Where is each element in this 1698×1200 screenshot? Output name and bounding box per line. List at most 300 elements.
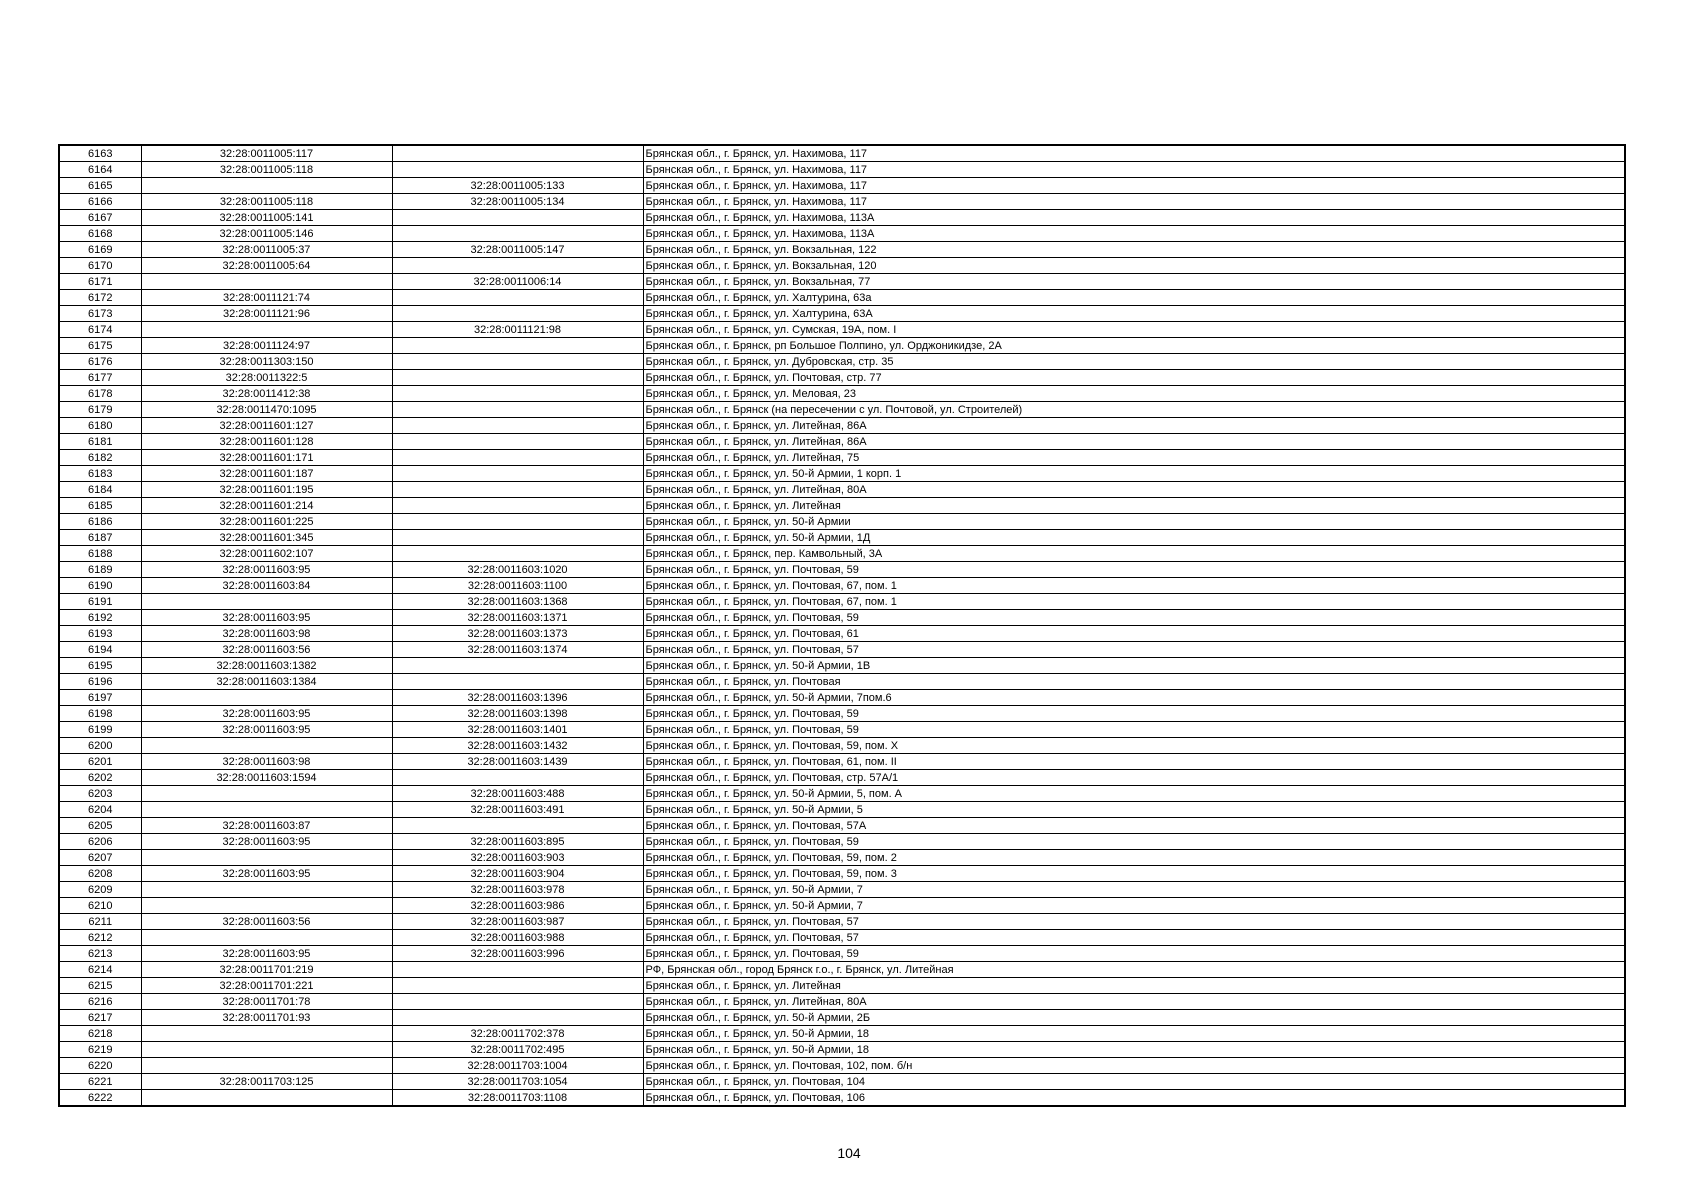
row-number-cell: 6205 <box>59 818 141 834</box>
row-number-cell: 6179 <box>59 402 141 418</box>
related-cadastral-number-cell: 32:28:0011603:904 <box>392 866 643 882</box>
related-cadastral-number-cell: 32:28:0011005:134 <box>392 194 643 210</box>
row-number-cell: 6174 <box>59 322 141 338</box>
address-cell: Брянская обл., г. Брянск, ул. Меловая, 23 <box>643 386 1625 402</box>
table-row <box>59 162 1625 178</box>
row-number-cell: 6192 <box>59 610 141 626</box>
cadastral-number-cell: 32:28:0011602:107 <box>141 546 392 562</box>
table-row <box>59 258 1625 274</box>
row-number-cell: 6222 <box>59 1090 141 1107</box>
address-cell: Брянская обл., г. Брянск, ул. 50-й Армии, 1Д <box>643 530 1625 546</box>
related-cadastral-number-cell <box>392 482 643 498</box>
address-cell: Брянская обл., г. Брянск, пер. Камвольный, 3А <box>643 546 1625 562</box>
table-row <box>59 1026 1625 1042</box>
cadastral-number-cell: 32:28:0011601:195 <box>141 482 392 498</box>
cadastral-number-cell: 32:28:0011601:214 <box>141 498 392 514</box>
cadastral-number-cell <box>141 738 392 754</box>
related-cadastral-number-cell: 32:28:0011603:996 <box>392 946 643 962</box>
row-number-cell: 6218 <box>59 1026 141 1042</box>
table-row <box>59 802 1625 818</box>
cadastral-number-cell: 32:28:0011701:219 <box>141 962 392 978</box>
address-cell: Брянская обл., г. Брянск, ул. Нахимова, 113А <box>643 210 1625 226</box>
address-cell: Брянская обл., г. Брянск, ул. 50-й Армии <box>643 514 1625 530</box>
row-number-cell: 6208 <box>59 866 141 882</box>
address-cell: Брянская обл., г. Брянск, ул. Литейная, 75 <box>643 450 1625 466</box>
table-row <box>59 562 1625 578</box>
cadastral-number-cell <box>141 1026 392 1042</box>
related-cadastral-number-cell: 32:28:0011603:1401 <box>392 722 643 738</box>
address-cell: Брянская обл., г. Брянск, ул. 50-й Армии, 18 <box>643 1042 1625 1058</box>
address-cell: Брянская обл., г. Брянск, ул. Литейная, 80А <box>643 994 1625 1010</box>
table-row <box>59 1058 1625 1074</box>
cadastral-number-cell: 32:28:0011603:1382 <box>141 658 392 674</box>
table-row <box>59 530 1625 546</box>
address-cell: Брянская обл., г. Брянск, ул. Почтовая, 104 <box>643 1074 1625 1090</box>
table-row <box>59 178 1625 194</box>
related-cadastral-number-cell: 32:28:0011603:491 <box>392 802 643 818</box>
cadastral-number-cell: 32:28:0011005:141 <box>141 210 392 226</box>
row-number-cell: 6193 <box>59 626 141 642</box>
address-cell: Брянская обл., г. Брянск, ул. Почтовая, стр. 77 <box>643 370 1625 386</box>
related-cadastral-number-cell <box>392 978 643 994</box>
table-row <box>59 418 1625 434</box>
cadastral-number-cell <box>141 882 392 898</box>
address-cell: Брянская обл., г. Брянск, ул. Почтовая, 59 <box>643 562 1625 578</box>
cadastral-number-cell: 32:28:0011701:93 <box>141 1010 392 1026</box>
related-cadastral-number-cell: 32:28:0011603:1100 <box>392 578 643 594</box>
row-number-cell: 6187 <box>59 530 141 546</box>
table-row <box>59 754 1625 770</box>
table-row <box>59 1010 1625 1026</box>
related-cadastral-number-cell: 32:28:0011603:488 <box>392 786 643 802</box>
table-row <box>59 738 1625 754</box>
related-cadastral-number-cell <box>392 370 643 386</box>
related-cadastral-number-cell: 32:28:0011603:903 <box>392 850 643 866</box>
related-cadastral-number-cell <box>392 466 643 482</box>
table-row <box>59 242 1625 258</box>
related-cadastral-number-cell <box>392 994 643 1010</box>
cadastral-number-cell <box>141 930 392 946</box>
table-row <box>59 434 1625 450</box>
row-number-cell: 6180 <box>59 418 141 434</box>
related-cadastral-number-cell: 32:28:0011603:895 <box>392 834 643 850</box>
address-cell: Брянская обл., г. Брянск, ул. Литейная, 86А <box>643 434 1625 450</box>
address-cell: Брянская обл., г. Брянск, ул. Халтурина, 63А <box>643 306 1625 322</box>
row-number-cell: 6201 <box>59 754 141 770</box>
table-row <box>59 994 1625 1010</box>
related-cadastral-number-cell <box>392 546 643 562</box>
table-row <box>59 194 1625 210</box>
related-cadastral-number-cell: 32:28:0011703:1004 <box>392 1058 643 1074</box>
address-cell: Брянская обл., г. Брянск, ул. Почтовая, 59 <box>643 834 1625 850</box>
cadastral-number-cell <box>141 1042 392 1058</box>
related-cadastral-number-cell <box>392 530 643 546</box>
row-number-cell: 6163 <box>59 145 141 162</box>
cadastral-number-cell <box>141 850 392 866</box>
address-cell: Брянская обл., г. Брянск, ул. Нахимова, 113А <box>643 226 1625 242</box>
cadastral-number-cell: 32:28:0011603:98 <box>141 754 392 770</box>
table-row <box>59 498 1625 514</box>
address-cell: Брянская обл., г. Брянск, ул. Халтурина, 63а <box>643 290 1625 306</box>
cadastral-number-cell: 32:28:0011603:95 <box>141 866 392 882</box>
table-row <box>59 402 1625 418</box>
row-number-cell: 6167 <box>59 210 141 226</box>
address-cell: Брянская обл., г. Брянск, ул. Вокзальная, 77 <box>643 274 1625 290</box>
row-number-cell: 6188 <box>59 546 141 562</box>
table-row <box>59 482 1625 498</box>
cadastral-number-cell: 32:28:0011121:96 <box>141 306 392 322</box>
related-cadastral-number-cell <box>392 145 643 162</box>
cadastral-number-cell: 32:28:0011412:38 <box>141 386 392 402</box>
table-row <box>59 914 1625 930</box>
cadastral-number-cell: 32:28:0011603:84 <box>141 578 392 594</box>
row-number-cell: 6164 <box>59 162 141 178</box>
row-number-cell: 6196 <box>59 674 141 690</box>
cadastral-number-cell: 32:28:0011603:95 <box>141 706 392 722</box>
related-cadastral-number-cell <box>392 162 643 178</box>
table-row <box>59 226 1625 242</box>
row-number-cell: 6175 <box>59 338 141 354</box>
address-cell: Брянская обл., г. Брянск, ул. 50-й Армии, 5 <box>643 802 1625 818</box>
related-cadastral-number-cell <box>392 450 643 466</box>
address-cell: Брянская обл., г. Брянск, ул. Почтовая, 59 <box>643 946 1625 962</box>
address-cell: Брянская обл., г. Брянск, ул. Почтовая, 67, пом. 1 <box>643 594 1625 610</box>
related-cadastral-number-cell <box>392 818 643 834</box>
cadastral-number-cell: 32:28:0011470:1095 <box>141 402 392 418</box>
cadastral-number-cell: 32:28:0011005:146 <box>141 226 392 242</box>
related-cadastral-number-cell <box>392 290 643 306</box>
address-cell: Брянская обл., г. Брянск, ул. Дубровская, стр. 35 <box>643 354 1625 370</box>
related-cadastral-number-cell <box>392 418 643 434</box>
cadastral-number-cell: 32:28:0011701:78 <box>141 994 392 1010</box>
cadastral-number-cell <box>141 802 392 818</box>
row-number-cell: 6189 <box>59 562 141 578</box>
row-number-cell: 6171 <box>59 274 141 290</box>
row-number-cell: 6181 <box>59 434 141 450</box>
cadastral-number-cell: 32:28:0011603:98 <box>141 626 392 642</box>
cadastral-number-cell: 32:28:0011601:127 <box>141 418 392 434</box>
address-cell: Брянская обл., г. Брянск, ул. Почтовая, 61 <box>643 626 1625 642</box>
row-number-cell: 6207 <box>59 850 141 866</box>
address-cell: Брянская обл., г. Брянск, ул. 50-й Армии, 7 <box>643 898 1625 914</box>
address-cell: Брянская обл., г. Брянск, ул. 50-й Армии, 2Б <box>643 1010 1625 1026</box>
row-number-cell: 6177 <box>59 370 141 386</box>
row-number-cell: 6215 <box>59 978 141 994</box>
related-cadastral-number-cell <box>392 498 643 514</box>
table-row <box>59 978 1625 994</box>
table-row <box>59 274 1625 290</box>
table-row <box>59 610 1625 626</box>
table-row <box>59 930 1625 946</box>
cadastral-number-cell: 32:28:0011005:118 <box>141 194 392 210</box>
table-body <box>59 145 1625 1106</box>
cadastral-number-cell <box>141 322 392 338</box>
table-row <box>59 850 1625 866</box>
related-cadastral-number-cell: 32:28:0011603:988 <box>392 930 643 946</box>
cadastral-number-cell: 32:28:0011603:56 <box>141 914 392 930</box>
cadastral-number-cell <box>141 898 392 914</box>
address-cell: Брянская обл., г. Брянск, ул. 50-й Армии, 1В <box>643 658 1625 674</box>
table-row <box>59 1090 1625 1107</box>
related-cadastral-number-cell: 32:28:0011703:1054 <box>392 1074 643 1090</box>
row-number-cell: 6198 <box>59 706 141 722</box>
table-row <box>59 626 1625 642</box>
row-number-cell: 6197 <box>59 690 141 706</box>
related-cadastral-number-cell <box>392 226 643 242</box>
related-cadastral-number-cell: 32:28:0011006:14 <box>392 274 643 290</box>
table-row <box>59 354 1625 370</box>
table-row <box>59 338 1625 354</box>
related-cadastral-number-cell <box>392 386 643 402</box>
row-number-cell: 6190 <box>59 578 141 594</box>
cadastral-number-cell <box>141 594 392 610</box>
cadastral-number-cell: 32:28:0011601:225 <box>141 514 392 530</box>
cadastral-number-cell: 32:28:0011603:95 <box>141 562 392 578</box>
row-number-cell: 6184 <box>59 482 141 498</box>
related-cadastral-number-cell <box>392 770 643 786</box>
related-cadastral-number-cell: 32:28:0011603:1371 <box>392 610 643 626</box>
address-cell: Брянская обл., г. Брянск, ул. Почтовая, 59 <box>643 722 1625 738</box>
address-cell: Брянская обл., г. Брянск, ул. Литейная <box>643 978 1625 994</box>
row-number-cell: 6172 <box>59 290 141 306</box>
row-number-cell: 6170 <box>59 258 141 274</box>
row-number-cell: 6199 <box>59 722 141 738</box>
related-cadastral-number-cell: 32:28:0011703:1108 <box>392 1090 643 1107</box>
address-cell: Брянская обл., г. Брянск, ул. Сумская, 19А, пом. I <box>643 322 1625 338</box>
row-number-cell: 6194 <box>59 642 141 658</box>
cadastral-number-cell: 32:28:0011601:171 <box>141 450 392 466</box>
cadastral-number-cell: 32:28:0011703:125 <box>141 1074 392 1090</box>
address-cell: Брянская обл., г. Брянск, ул. Вокзальная, 120 <box>643 258 1625 274</box>
cadastral-number-cell: 32:28:0011603:95 <box>141 834 392 850</box>
cadastral-number-cell: 32:28:0011603:95 <box>141 722 392 738</box>
cadastral-number-cell <box>141 274 392 290</box>
address-cell: Брянская обл., г. Брянск, ул. 50-й Армии, 1 корп. 1 <box>643 466 1625 482</box>
table-row <box>59 706 1625 722</box>
related-cadastral-number-cell: 32:28:0011603:986 <box>392 898 643 914</box>
cadastral-number-cell: 32:28:0011601:128 <box>141 434 392 450</box>
address-cell: Брянская обл., г. Брянск, ул. Почтовая, 57 <box>643 914 1625 930</box>
table-row <box>59 786 1625 802</box>
table-row <box>59 946 1625 962</box>
address-cell: Брянская обл., г. Брянск, ул. Вокзальная, 122 <box>643 242 1625 258</box>
related-cadastral-number-cell <box>392 210 643 226</box>
table-row <box>59 898 1625 914</box>
address-cell: Брянская обл., г. Брянск, ул. Нахимова, 117 <box>643 178 1625 194</box>
table-row <box>59 866 1625 882</box>
address-cell: Брянская обл., г. Брянск, ул. Почтовая, 61, пом. II <box>643 754 1625 770</box>
cadastral-number-cell: 32:28:0011701:221 <box>141 978 392 994</box>
address-cell: Брянская обл., г. Брянск, ул. Литейная, 86А <box>643 418 1625 434</box>
related-cadastral-number-cell <box>392 338 643 354</box>
address-cell: Брянская обл., г. Брянск, ул. Почтовая <box>643 674 1625 690</box>
row-number-cell: 6206 <box>59 834 141 850</box>
related-cadastral-number-cell <box>392 962 643 978</box>
related-cadastral-number-cell: 32:28:0011702:495 <box>392 1042 643 1058</box>
related-cadastral-number-cell: 32:28:0011005:133 <box>392 178 643 194</box>
table-row <box>59 658 1625 674</box>
row-number-cell: 6200 <box>59 738 141 754</box>
cadastral-number-cell: 32:28:0011601:187 <box>141 466 392 482</box>
table-row <box>59 882 1625 898</box>
table-row <box>59 962 1625 978</box>
related-cadastral-number-cell <box>392 354 643 370</box>
table-row <box>59 145 1625 162</box>
row-number-cell: 6217 <box>59 1010 141 1026</box>
page-number: 104 <box>837 1145 861 1161</box>
cadastral-number-cell: 32:28:0011005:37 <box>141 242 392 258</box>
table-row <box>59 290 1625 306</box>
table-row <box>59 834 1625 850</box>
table-row <box>59 1074 1625 1090</box>
related-cadastral-number-cell: 32:28:0011121:98 <box>392 322 643 338</box>
cadastral-number-cell: 32:28:0011005:117 <box>141 145 392 162</box>
row-number-cell: 6165 <box>59 178 141 194</box>
row-number-cell: 6214 <box>59 962 141 978</box>
related-cadastral-number-cell: 32:28:0011603:1396 <box>392 690 643 706</box>
row-number-cell: 6202 <box>59 770 141 786</box>
cadastral-number-cell: 32:28:0011601:345 <box>141 530 392 546</box>
row-number-cell: 6186 <box>59 514 141 530</box>
table-row <box>59 546 1625 562</box>
related-cadastral-number-cell: 32:28:0011603:1020 <box>392 562 643 578</box>
cadastral-number-cell: 32:28:0011603:95 <box>141 946 392 962</box>
row-number-cell: 6216 <box>59 994 141 1010</box>
address-cell: Брянская обл., г. Брянск, ул. Почтовая, 106 <box>643 1090 1625 1107</box>
related-cadastral-number-cell <box>392 434 643 450</box>
table-row <box>59 642 1625 658</box>
table-row <box>59 722 1625 738</box>
cadastral-number-cell: 32:28:0011303:150 <box>141 354 392 370</box>
row-number-cell: 6219 <box>59 1042 141 1058</box>
cadastral-number-cell <box>141 786 392 802</box>
cadastral-number-cell <box>141 178 392 194</box>
related-cadastral-number-cell: 32:28:0011603:1398 <box>392 706 643 722</box>
row-number-cell: 6178 <box>59 386 141 402</box>
table-row <box>59 370 1625 386</box>
address-cell: Брянская обл., г. Брянск, рп Большое Полпино, ул. Орджоникидзе, 2А <box>643 338 1625 354</box>
cadastral-number-cell <box>141 690 392 706</box>
address-cell: Брянская обл., г. Брянск, ул. 50-й Армии, 7 <box>643 882 1625 898</box>
cadastral-number-cell: 32:28:0011603:87 <box>141 818 392 834</box>
related-cadastral-number-cell: 32:28:0011603:987 <box>392 914 643 930</box>
address-cell: Брянская обл., г. Брянск, ул. Почтовая, 59, пом. 3 <box>643 866 1625 882</box>
address-cell: Брянская обл., г. Брянск, ул. Почтовая, 59, пом. X <box>643 738 1625 754</box>
address-cell: Брянская обл., г. Брянск, ул. 50-й Армии, 7пом.6 <box>643 690 1625 706</box>
address-cell: Брянская обл., г. Брянск, ул. Почтовая, 57 <box>643 642 1625 658</box>
cadastral-number-cell: 32:28:0011005:64 <box>141 258 392 274</box>
related-cadastral-number-cell: 32:28:0011702:378 <box>392 1026 643 1042</box>
address-cell: Брянская обл., г. Брянск, ул. Литейная <box>643 498 1625 514</box>
address-cell: Брянская обл., г. Брянск, ул. Нахимова, 117 <box>643 194 1625 210</box>
address-cell: Брянская обл., г. Брянск (на пересечении с ул. Почтовой, ул. Строителей) <box>643 402 1625 418</box>
related-cadastral-number-cell: 32:28:0011603:1439 <box>392 754 643 770</box>
row-number-cell: 6221 <box>59 1074 141 1090</box>
row-number-cell: 6220 <box>59 1058 141 1074</box>
row-number-cell: 6191 <box>59 594 141 610</box>
row-number-cell: 6204 <box>59 802 141 818</box>
cadastral-number-cell: 32:28:0011603:95 <box>141 610 392 626</box>
address-cell: Брянская обл., г. Брянск, ул. Почтовая, 57А <box>643 818 1625 834</box>
table-row <box>59 322 1625 338</box>
row-number-cell: 6212 <box>59 930 141 946</box>
related-cadastral-number-cell <box>392 1010 643 1026</box>
row-number-cell: 6209 <box>59 882 141 898</box>
row-number-cell: 6211 <box>59 914 141 930</box>
row-number-cell: 6168 <box>59 226 141 242</box>
cadastral-number-cell: 32:28:0011603:1594 <box>141 770 392 786</box>
address-cell: Брянская обл., г. Брянск, ул. Почтовая, 59, пом. 2 <box>643 850 1625 866</box>
table-row <box>59 818 1625 834</box>
related-cadastral-number-cell: 32:28:0011005:147 <box>392 242 643 258</box>
table-row <box>59 386 1625 402</box>
table-row <box>59 578 1625 594</box>
row-number-cell: 6173 <box>59 306 141 322</box>
cadastral-number-cell: 32:28:0011322:5 <box>141 370 392 386</box>
related-cadastral-number-cell: 32:28:0011603:1374 <box>392 642 643 658</box>
address-cell: Брянская обл., г. Брянск, ул. Почтовая, 57 <box>643 930 1625 946</box>
related-cadastral-number-cell <box>392 514 643 530</box>
cadastral-number-cell: 32:28:0011603:56 <box>141 642 392 658</box>
address-cell: Брянская обл., г. Брянск, ул. Почтовая, 59 <box>643 610 1625 626</box>
registry-table <box>58 144 1626 1107</box>
table-row <box>59 210 1625 226</box>
address-cell: Брянская обл., г. Брянск, ул. Нахимова, 117 <box>643 162 1625 178</box>
cadastral-number-cell <box>141 1058 392 1074</box>
cadastral-number-cell <box>141 1090 392 1107</box>
row-number-cell: 6169 <box>59 242 141 258</box>
row-number-cell: 6176 <box>59 354 141 370</box>
address-cell: Брянская обл., г. Брянск, ул. Почтовая, 59 <box>643 706 1625 722</box>
row-number-cell: 6182 <box>59 450 141 466</box>
table-row <box>59 450 1625 466</box>
table-row <box>59 770 1625 786</box>
row-number-cell: 6166 <box>59 194 141 210</box>
address-cell: Брянская обл., г. Брянск, ул. Почтовая, 67, пом. 1 <box>643 578 1625 594</box>
row-number-cell: 6185 <box>59 498 141 514</box>
cadastral-number-cell: 32:28:0011121:74 <box>141 290 392 306</box>
related-cadastral-number-cell <box>392 258 643 274</box>
cadastral-number-cell: 32:28:0011603:1384 <box>141 674 392 690</box>
table-row <box>59 690 1625 706</box>
row-number-cell: 6183 <box>59 466 141 482</box>
address-cell: Брянская обл., г. Брянск, ул. Почтовая, 102, пом. б/н <box>643 1058 1625 1074</box>
table-row <box>59 514 1625 530</box>
row-number-cell: 6203 <box>59 786 141 802</box>
row-number-cell: 6213 <box>59 946 141 962</box>
table-row <box>59 674 1625 690</box>
related-cadastral-number-cell <box>392 402 643 418</box>
related-cadastral-number-cell <box>392 658 643 674</box>
cadastral-number-cell: 32:28:0011005:118 <box>141 162 392 178</box>
row-number-cell: 6195 <box>59 658 141 674</box>
related-cadastral-number-cell: 32:28:0011603:978 <box>392 882 643 898</box>
related-cadastral-number-cell: 32:28:0011603:1373 <box>392 626 643 642</box>
related-cadastral-number-cell <box>392 306 643 322</box>
related-cadastral-number-cell: 32:28:0011603:1432 <box>392 738 643 754</box>
related-cadastral-number-cell: 32:28:0011603:1368 <box>392 594 643 610</box>
related-cadastral-number-cell <box>392 674 643 690</box>
address-cell: РФ, Брянская обл., город Брянск г.о., г. Брянск, ул. Литейная <box>643 962 1625 978</box>
address-cell: Брянская обл., г. Брянск, ул. Почтовая, стр. 57А/1 <box>643 770 1625 786</box>
cadastral-number-cell: 32:28:0011124:97 <box>141 338 392 354</box>
table-row <box>59 1042 1625 1058</box>
row-number-cell: 6210 <box>59 898 141 914</box>
table-row <box>59 594 1625 610</box>
address-cell: Брянская обл., г. Брянск, ул. Литейная, 80А <box>643 482 1625 498</box>
table-row <box>59 466 1625 482</box>
address-cell: Брянская обл., г. Брянск, ул. 50-й Армии, 5, пом. А <box>643 786 1625 802</box>
